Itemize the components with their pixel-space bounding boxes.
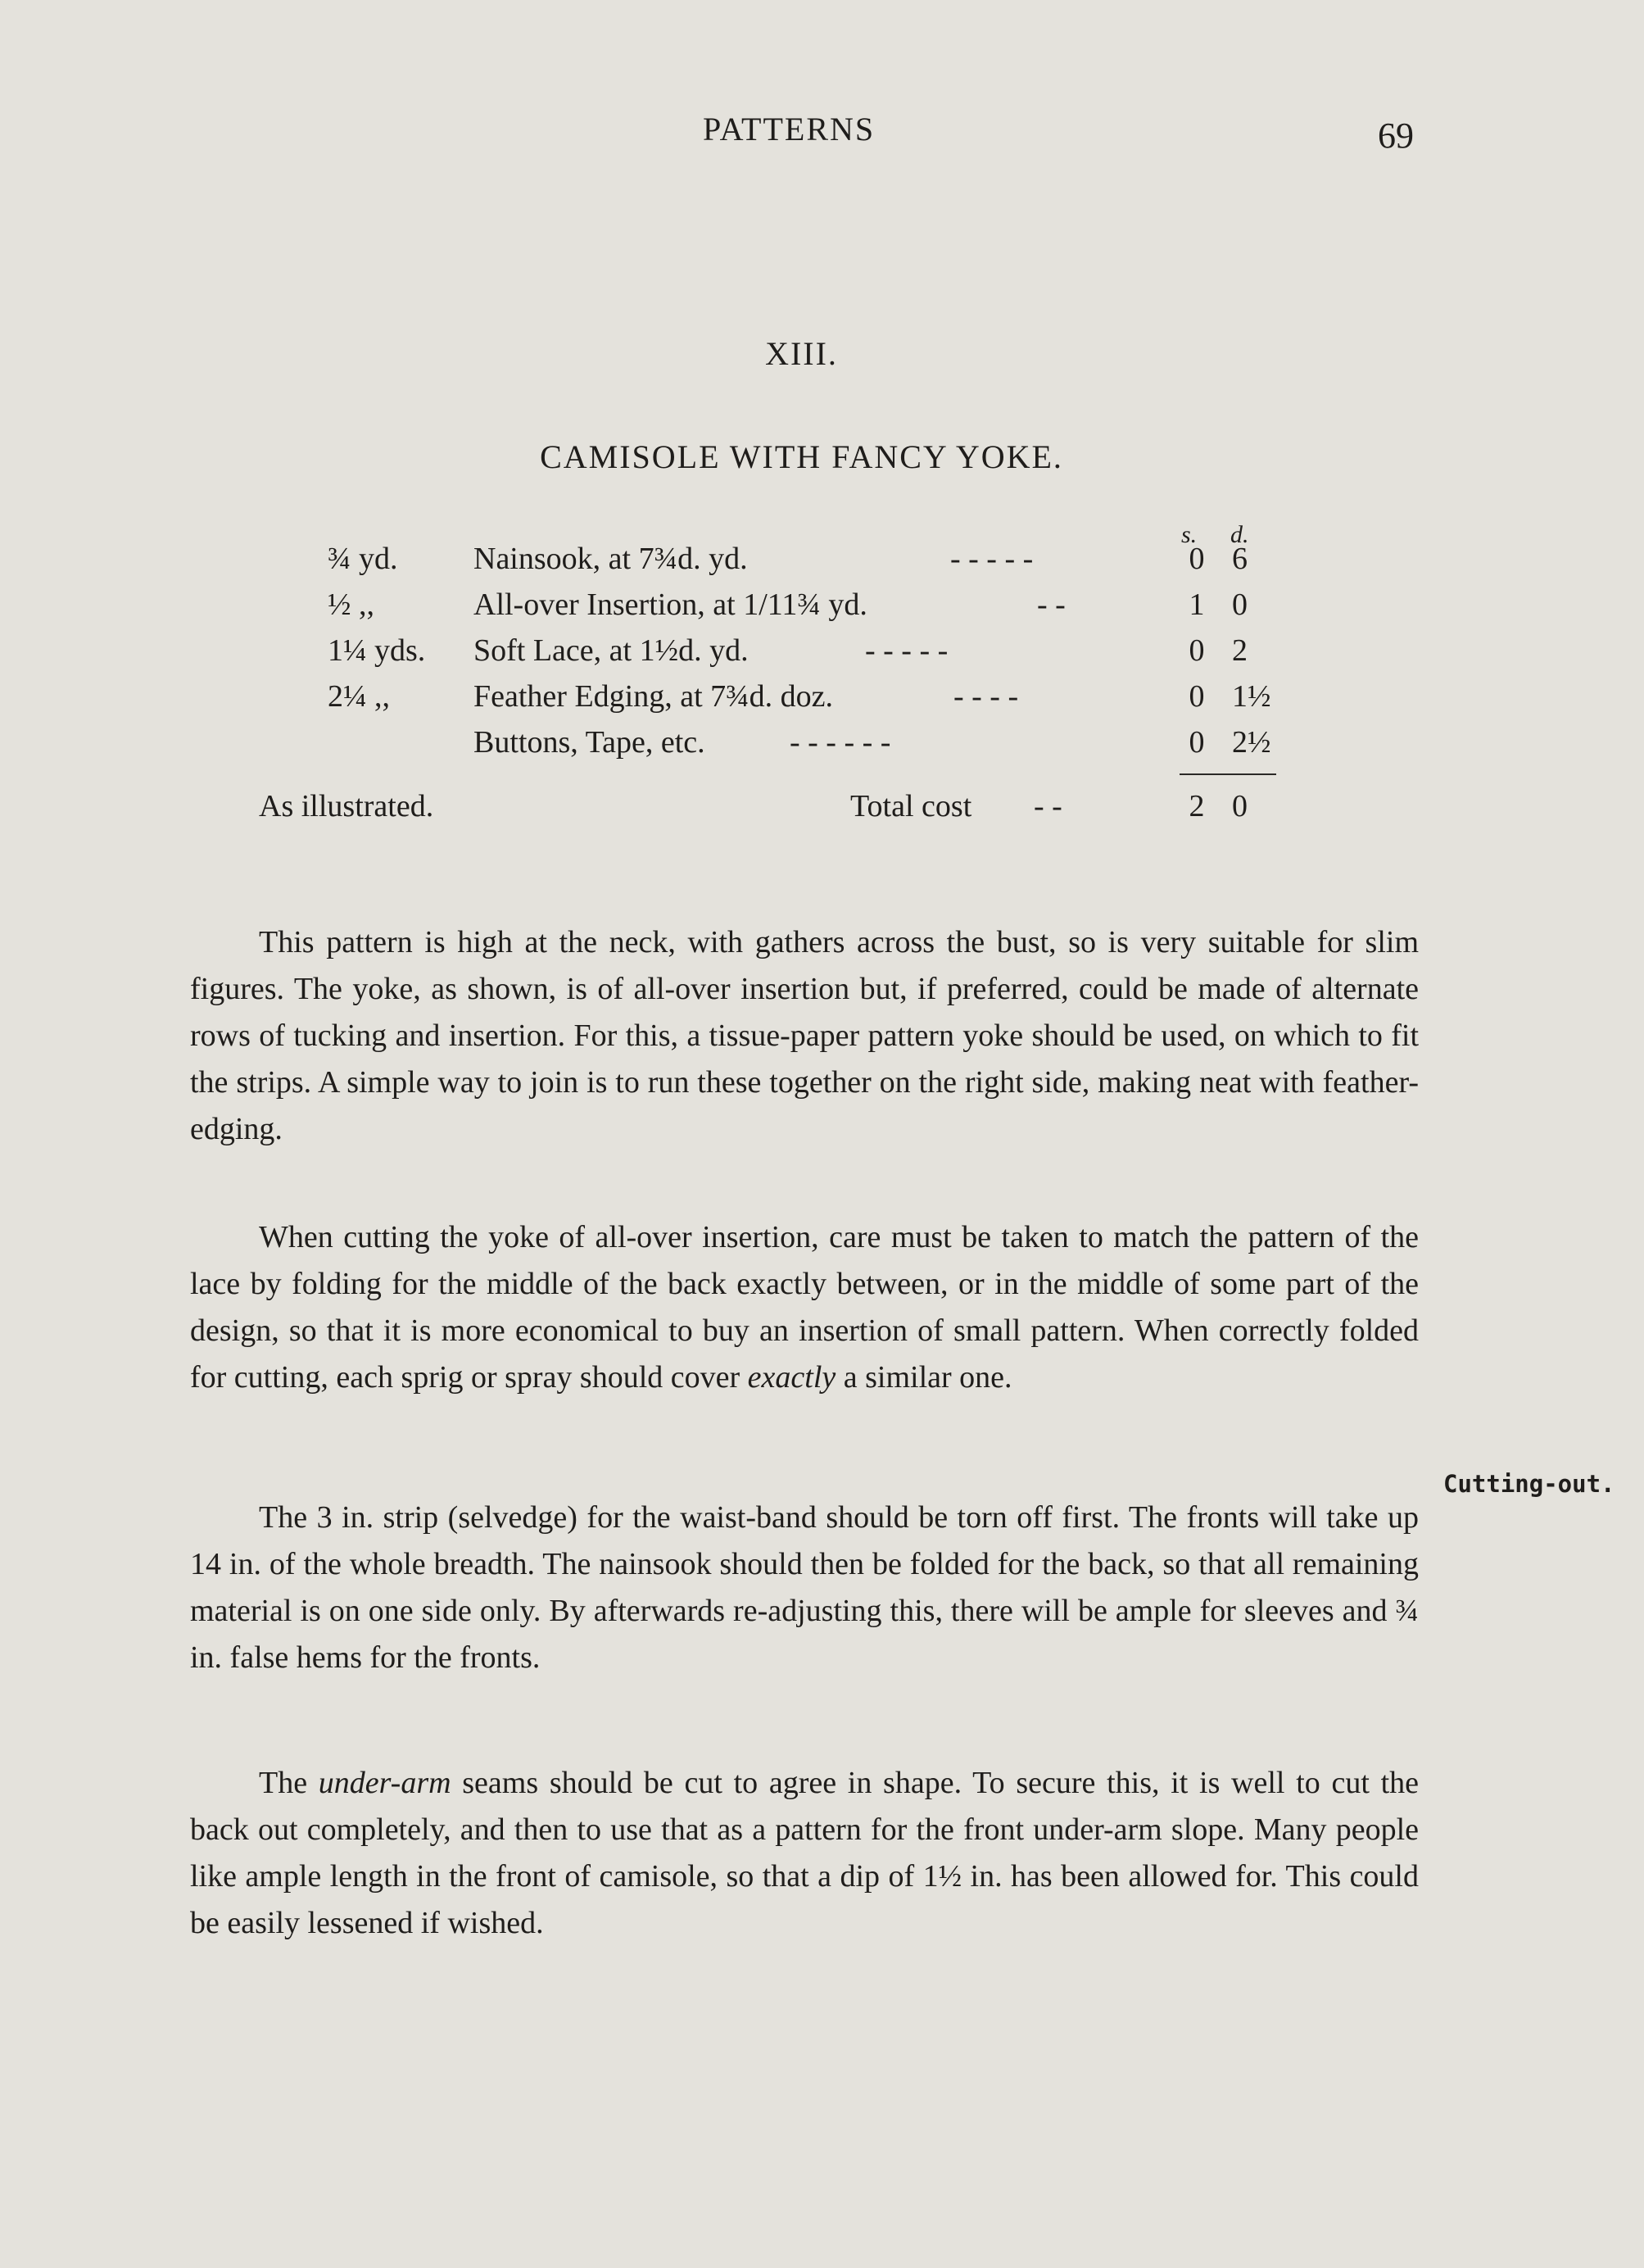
item-description: Feather Edging, at 7¾d. doz. xyxy=(473,679,834,714)
body-paragraph: The 3 in. strip (selvedge) for the waist-band should be torn off first. The fronts will take up 14 in. of the whole breadth. The nainsook should then be folded for the back, so that all remaining material is on one side only. By afterwards re-adjusting this, there will be ample for sleeves and ¾ in. false hems for the fronts. xyxy=(190,1500,1419,1675)
cost-row xyxy=(0,541,1393,587)
body-paragraph: When cutting the yoke of all-over insertion, care must be taken to match the pattern of the lace by folding for the middle of the back exactly between, or in the middle of some part of the design, so that it is more economical to buy an insertion of small pattern. When correctly folded for cutting, each sprig or spray should cover exactly a similar one. xyxy=(190,1220,1419,1395)
leader-dashes: - - xyxy=(1037,587,1066,622)
item-pence: 0 xyxy=(1232,587,1248,622)
item-quantity: 2¼ ,, xyxy=(328,679,390,714)
leader-dashes: - - - - - xyxy=(950,542,1034,576)
cost-row xyxy=(0,678,1393,724)
margin-note-cutting-out: Cutting-out. xyxy=(1443,1470,1615,1498)
cost-row xyxy=(0,587,1393,633)
body-paragraph: The under-arm seams should be cut to agree in shape. To secure this, it is well to cut the back out completely, and then to use that as a pattern for the front under-arm slope. Many people like ample length in the front of camisole, so that a dip of 1½ in. has been allowed for. This could be easily lessened if wished. xyxy=(190,1766,1419,1940)
item-quantity: ½ ,, xyxy=(328,587,374,622)
pence-column-header: d. xyxy=(1230,521,1249,548)
cost-row xyxy=(0,724,1393,770)
item-shillings: 0 xyxy=(1189,633,1205,668)
item-pence: 1½ xyxy=(1232,679,1271,714)
body-paragraph: This pattern is high at the neck, with gathers across the bust, so is very suitable for slim figures. The yoke, as shown, is of all-over insertion but, if preferred, could be made of alternate rows of tucking and insertion. For this, a tissue-paper pattern yoke should be used, on which to fit the strips. A simple way to join is to run these together on the right side, making neat with feather-edging. xyxy=(190,925,1419,1146)
item-shillings: 0 xyxy=(1189,679,1205,714)
as-illustrated-note: As illustrated. xyxy=(259,789,434,823)
item-shillings: 0 xyxy=(1189,725,1205,760)
total-cost-label: Total cost xyxy=(850,789,972,823)
item-pence: 2½ xyxy=(1232,725,1271,760)
leader-dashes: - - - - - - xyxy=(790,725,891,760)
item-quantity: 1¼ yds. xyxy=(328,633,426,668)
item-description: Nainsook, at 7¾d. yd. xyxy=(473,542,748,576)
cost-row xyxy=(0,633,1393,678)
item-description: Soft Lace, at 1½d. yd. xyxy=(473,633,749,668)
article-title: CAMISOLE WITH FANCY YOKE. xyxy=(540,438,1063,475)
item-shillings: 0 xyxy=(1189,542,1205,576)
total-shillings: 2 xyxy=(1189,789,1205,823)
leader-dashes: - - - - - xyxy=(865,633,949,668)
item-quantity: ¾ yd. xyxy=(328,542,398,576)
leader-dashes: - - - - xyxy=(953,679,1019,714)
item-pence: 6 xyxy=(1232,542,1248,576)
shillings-column-header: s. xyxy=(1181,521,1198,548)
page-number: 69 xyxy=(1378,116,1414,156)
total-pence: 0 xyxy=(1232,789,1248,823)
item-shillings: 1 xyxy=(1189,587,1205,622)
item-pence: 2 xyxy=(1232,633,1248,668)
item-description: All-over Insertion, at 1/11¾ yd. xyxy=(473,587,867,622)
leader-dashes: - - xyxy=(1034,789,1062,823)
item-description: Buttons, Tape, etc. xyxy=(473,725,705,760)
sum-rule xyxy=(1180,773,1276,775)
running-head: PATTERNS xyxy=(703,111,876,147)
section-number: XIII. xyxy=(765,335,838,372)
